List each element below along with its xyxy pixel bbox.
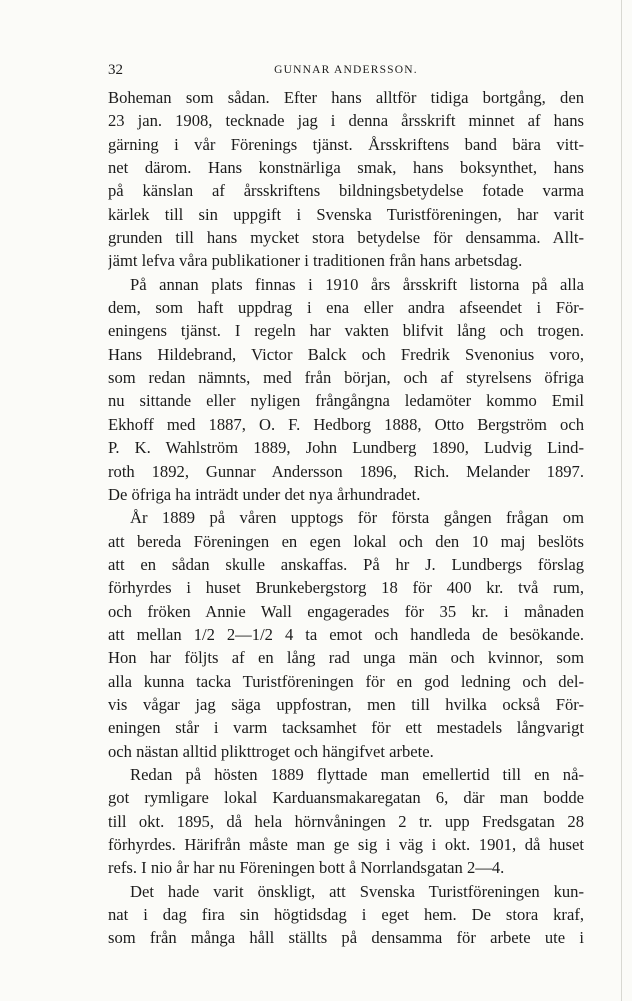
text-line: got rymligare lokal Karduansmakaregatan 6, där man bodde: [108, 788, 584, 808]
text-line: och fröken Annie Wall engagerades för 35 kr. i månaden: [108, 601, 584, 621]
text-line: Redan på hösten 1889 flyttade man emellertid till en nå-: [130, 764, 584, 784]
page-header: [108, 62, 584, 82]
text-line: som redan nämnts, med från början, och af styrelsens öfriga: [108, 368, 584, 388]
text-line: Ekhoff med 1887, O. F. Hedborg 1888, Otto Bergström och: [108, 414, 584, 434]
text-line: på känslan af årsskriftens bildningsbetydelse fotade varma: [108, 181, 584, 201]
text-line: grunden till hans mycket stora betydelse för densamma. Allt-: [108, 228, 584, 248]
body-text: [108, 86, 584, 950]
text-line: 23 jan. 1908, tecknade jag i denna årsskrift minnet af hans: [108, 111, 584, 131]
text-line: eningen står i varm tacksamhet för ett mestadels långvarigt: [108, 718, 584, 738]
text-line: alla kunna tacka Turistföreningen för en god ledning och del-: [108, 671, 584, 691]
text-line: dem, som haft uppdrag i ena eller andra afseendet i För-: [108, 298, 584, 318]
text-line: eningens tjänst. I regeln har vakten blifvit lång och trogen.: [108, 321, 584, 341]
text-line: refs. I nio år har nu Föreningen bott å Norrlandsgatan 2—4.: [108, 858, 505, 878]
text-line: att bereda Föreningen en egen lokal och den 10 maj beslöts: [108, 531, 584, 551]
text-line: På annan plats finnas i 1910 års årsskrift listorna på alla: [130, 274, 584, 294]
text-line: Hon har följts af en lång rad unga män och kvinnor, som: [108, 648, 584, 668]
text-line: De öfriga ha inträdt under det nya århundradet.: [108, 484, 421, 504]
page-number: 32: [108, 62, 123, 78]
running-head: GUNNAR ANDERSSON.: [274, 64, 418, 76]
text-line: Boheman som sådan. Efter hans alltför tidiga bortgång, den: [108, 88, 584, 107]
text-line: att mellan 1/2 2—1/2 4 ta emot och handleda de besökande.: [108, 624, 584, 644]
text-line: nat i dag fira sin högtidsdag i eget hem. De stora kraf,: [108, 905, 584, 925]
text-line: förhyrdes. Härifrån måste man ge sig i väg i okt. 1901, då huset: [108, 835, 584, 854]
text-line: Hans Hildebrand, Victor Balck och Fredrik Svenonius voro,: [108, 344, 584, 364]
text-line: P. K. Wahlström 1889, John Lundberg 1890, Ludvig Lind-: [108, 438, 584, 458]
text-line: vis vågar jag säga uppfostran, men till hvilka också För-: [108, 694, 584, 714]
text-line: som från många håll ställts på densamma för arbete ute i: [108, 928, 584, 948]
text-line: nu sittande eller nyligen frångångna ledamöter kommo Emil: [108, 391, 584, 411]
text-line: förhyrdes i huset Brunkebergstorg 18 för 400 kr. två rum,: [108, 578, 584, 598]
text-line: gärning i vår Förenings tjänst. Årsskriftens band bära vitt-: [108, 134, 584, 154]
text-line: jämt lefva våra publikationer i traditionen från hans arbetsdag.: [108, 251, 523, 271]
text-line: Det hade varit önskligt, att Svenska Turistföreningen kun-: [130, 881, 584, 901]
page-edge-rule: [621, 0, 622, 1001]
text-line: net därom. Hans konstnärliga smak, hans boksynthet, hans: [108, 158, 584, 178]
text-line: och nästan alltid plikttroget och hängifvet arbete.: [108, 741, 434, 761]
text-line: År 1889 på våren upptogs för första gången frågan om: [130, 508, 584, 528]
text-line: att en sådan skulle anskaffas. På hr J. Lundbergs förslag: [108, 554, 584, 574]
text-line: till okt. 1895, då hela hörnvåningen 2 tr. upp Fredsgatan 28: [108, 811, 584, 831]
text-line: roth 1892, Gunnar Andersson 1896, Rich. Melander 1897.: [108, 461, 584, 481]
text-line: kärlek till sin uppgift i Svenska Turistföreningen, har varit: [108, 204, 584, 224]
